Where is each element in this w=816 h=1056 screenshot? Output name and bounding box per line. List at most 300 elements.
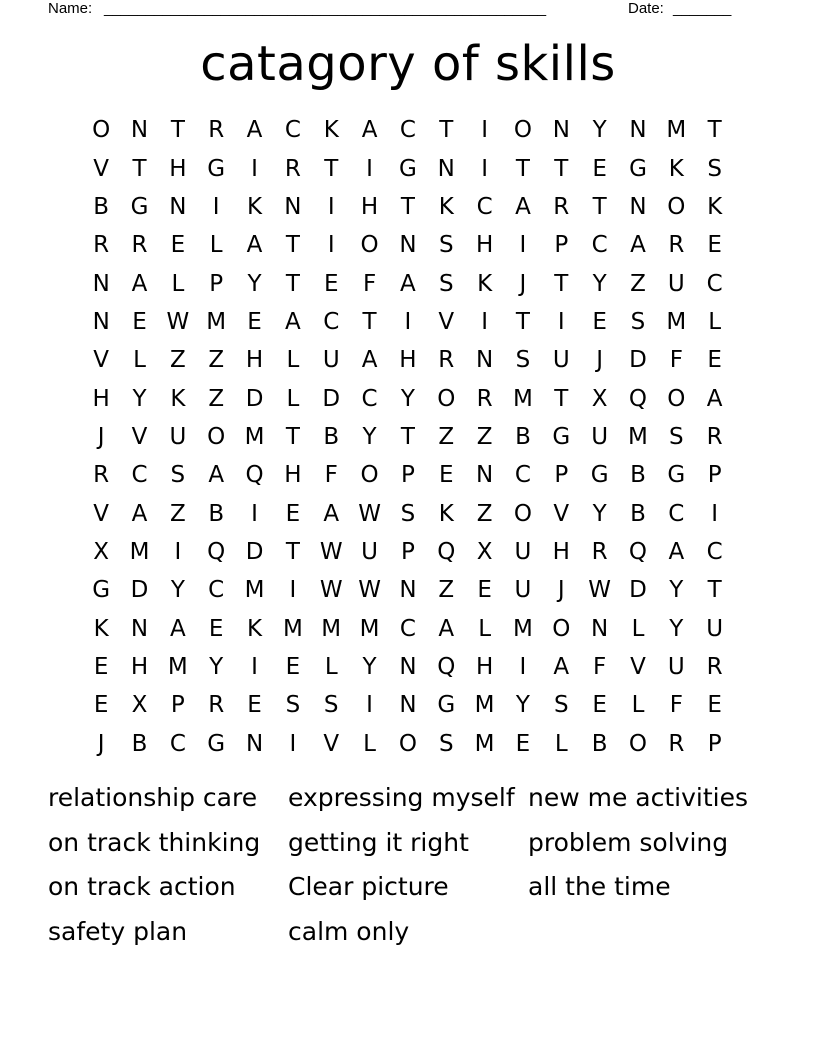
grid-letter: E <box>515 730 531 757</box>
grid-letter: J <box>97 423 105 450</box>
grid-letter: N <box>476 462 494 489</box>
grid-letter: K <box>170 385 186 412</box>
grid-letter: A <box>438 615 455 642</box>
page-title: catagory of skills <box>200 36 616 92</box>
grid-letter: M <box>167 653 188 680</box>
grid-letter: A <box>706 385 723 412</box>
name-field-line: _____________________________________________________ <box>104 0 547 17</box>
grid-letter: C <box>514 462 531 489</box>
grid-letter: I <box>289 730 297 757</box>
grid-letter: C <box>169 730 186 757</box>
grid-letter: Q <box>628 538 648 565</box>
grid-letter: S <box>707 155 722 182</box>
grid-letter: C <box>706 538 723 565</box>
grid-letter: C <box>323 308 340 335</box>
grid-letter: L <box>286 347 300 374</box>
grid-letter: B <box>515 423 531 450</box>
grid-letter: M <box>282 615 303 642</box>
grid-letter: Q <box>437 538 456 565</box>
grid-letter: N <box>399 232 417 259</box>
grid-letter: T <box>554 155 569 182</box>
grid-letter: M <box>321 615 342 642</box>
grid-letter: E <box>93 653 109 680</box>
grid-letter: G <box>552 423 571 450</box>
grid-letter: T <box>707 117 722 144</box>
name-label: Name: <box>48 0 93 17</box>
grid-letter: G <box>130 193 149 220</box>
grid-letter: N <box>629 117 647 144</box>
grid-letter: O <box>360 232 379 259</box>
grid-letter: W <box>358 577 381 604</box>
grid-letter: S <box>170 462 186 489</box>
grid-letter: Z <box>208 347 225 374</box>
grid-letter: O <box>398 730 417 757</box>
grid-letter: M <box>244 423 265 450</box>
grid-letter: R <box>668 730 685 757</box>
grid-letter: I <box>327 232 335 259</box>
grid-letter: Y <box>669 577 684 604</box>
grid-letter: J <box>519 270 527 297</box>
grid-letter: R <box>553 193 570 220</box>
grid-letter: W <box>358 500 381 527</box>
grid-letter: R <box>706 653 723 680</box>
grid-letter: O <box>207 423 226 450</box>
grid-letter: K <box>668 155 684 182</box>
grid-letter: G <box>92 577 111 604</box>
grid-letter: N <box>92 270 110 297</box>
grid-letter: M <box>244 577 265 604</box>
grid-letter: T <box>515 155 530 182</box>
grid-letter: S <box>669 423 684 450</box>
grid-letter: E <box>208 615 224 642</box>
grid-letter: G <box>629 155 647 182</box>
word-item: safety plan <box>48 916 188 946</box>
grid-letter: E <box>592 155 607 182</box>
grid-letter: E <box>707 692 722 719</box>
grid-letter: I <box>366 692 373 719</box>
grid-letter: G <box>207 155 226 182</box>
grid-letter: M <box>513 615 533 642</box>
grid-letter: K <box>477 270 493 297</box>
grid-letter: K <box>438 500 454 527</box>
grid-letter: T <box>285 538 300 565</box>
grid-letter: S <box>438 730 454 757</box>
grid-letter: E <box>477 577 492 604</box>
grid-letter: E <box>592 308 607 335</box>
grid-letter: I <box>481 308 488 335</box>
grid-letter: O <box>628 730 648 757</box>
grid-letter: J <box>596 347 604 374</box>
grid-letter: M <box>474 692 495 719</box>
word-item: all the time <box>528 872 671 901</box>
grid-letter: O <box>360 462 379 489</box>
grid-letter: U <box>667 270 685 297</box>
grid-letter: R <box>284 155 301 182</box>
grid-letter: S <box>553 692 569 719</box>
word-column <box>48 778 288 956</box>
grid-letter: A <box>246 232 263 259</box>
grid-letter: F <box>669 692 683 719</box>
grid-letter: Y <box>132 385 147 412</box>
grid-letter: M <box>628 423 648 450</box>
grid-letter: E <box>285 500 301 527</box>
grid-letter: U <box>667 653 685 680</box>
grid-letter: E <box>707 232 722 259</box>
grid-letter: X <box>131 692 148 719</box>
grid-letter: N <box>399 692 417 719</box>
grid-letter: E <box>438 462 454 489</box>
grid-letter: K <box>93 615 109 642</box>
grid-letter: R <box>93 462 110 489</box>
grid-letter: T <box>285 232 300 259</box>
grid-letter: Y <box>515 692 530 719</box>
grid-letter: I <box>289 577 297 604</box>
grid-letter: C <box>476 193 493 220</box>
grid-letter: L <box>171 270 185 297</box>
letter-grid <box>82 111 734 763</box>
grid-letter: E <box>93 692 109 719</box>
grid-letter: B <box>630 500 646 527</box>
grid-letter: N <box>629 193 647 220</box>
grid-letter: T <box>400 193 415 220</box>
grid-letter: Y <box>400 385 415 412</box>
grid-letter: Z <box>438 423 455 450</box>
grid-letter: N <box>284 193 302 220</box>
grid-letter: T <box>362 308 377 335</box>
word-item: relationship care <box>48 783 258 812</box>
grid-letter: I <box>519 232 527 259</box>
grid-letter: F <box>669 347 683 374</box>
grid-letter: H <box>399 347 417 374</box>
grid-letter: U <box>169 423 187 450</box>
grid-letter: M <box>666 308 687 335</box>
grid-letter: I <box>251 500 258 527</box>
grid-letter: A <box>361 117 378 144</box>
grid-letter: A <box>668 538 685 565</box>
grid-letter: E <box>170 232 186 259</box>
grid-letter: H <box>92 385 110 412</box>
grid-letter: F <box>324 462 338 489</box>
grid-letter: M <box>666 117 687 144</box>
grid-letter: Q <box>245 462 264 489</box>
grid-letter: V <box>93 155 110 182</box>
grid-letter: X <box>476 538 493 565</box>
grid-letter: N <box>130 615 149 642</box>
grid-letter: N <box>591 615 609 642</box>
grid-letter: P <box>707 730 722 757</box>
grid-letter: Y <box>247 270 262 297</box>
grid-letter: Z <box>476 423 493 450</box>
grid-letter: A <box>630 232 646 259</box>
grid-letter: R <box>591 538 608 565</box>
grid-letter: H <box>169 155 187 182</box>
grid-letter: Z <box>169 347 186 374</box>
grid-letter: B <box>591 730 608 757</box>
grid-letter: A <box>553 653 570 680</box>
grid-letter: N <box>399 577 417 604</box>
grid-letter: D <box>629 347 647 374</box>
grid-letter: C <box>399 615 416 642</box>
grid-letter: Y <box>592 117 607 144</box>
grid-letter: D <box>245 538 264 565</box>
grid-letter: T <box>554 385 569 412</box>
grid-letter: W <box>588 577 612 604</box>
grid-letter: B <box>208 500 225 527</box>
grid-letter: L <box>209 232 223 259</box>
word-column <box>288 778 528 956</box>
grid-letter: L <box>708 308 722 335</box>
grid-letter: Q <box>207 538 226 565</box>
grid-letter: R <box>208 117 225 144</box>
word-item: expressing myself <box>288 783 515 812</box>
grid-letter: P <box>400 538 415 565</box>
grid-letter: I <box>557 308 565 335</box>
grid-letter: W <box>166 308 190 335</box>
word-item: new me activities <box>528 783 749 812</box>
grid-letter: H <box>245 347 264 374</box>
grid-letter: Y <box>362 423 377 450</box>
grid-letter: D <box>629 577 647 604</box>
grid-letter: R <box>668 232 685 259</box>
grid-letter: O <box>513 117 532 144</box>
grid-letter: A <box>208 462 225 489</box>
grid-letter: H <box>475 653 494 680</box>
grid-letter: B <box>630 462 646 489</box>
grid-letter: E <box>247 692 262 719</box>
grid-letter: E <box>247 308 262 335</box>
grid-letter: A <box>323 500 340 527</box>
grid-letter: J <box>97 730 105 757</box>
grid-letter: I <box>251 653 258 680</box>
grid-letter: Y <box>170 577 185 604</box>
grid-letter: B <box>323 423 340 450</box>
grid-letter: S <box>630 308 646 335</box>
grid-letter: N <box>92 308 110 335</box>
grid-letter: U <box>552 347 570 374</box>
grid-letter: Q <box>628 385 648 412</box>
grid-letter: L <box>286 385 300 412</box>
word-item: getting it right <box>288 827 469 857</box>
grid-letter: Y <box>669 615 684 642</box>
grid-letter: T <box>707 577 722 604</box>
grid-letter: H <box>130 653 149 680</box>
grid-letter: V <box>630 653 646 680</box>
grid-letter: O <box>552 615 571 642</box>
grid-letter: C <box>208 577 225 604</box>
grid-letter: U <box>361 538 378 565</box>
word-item: on track action <box>48 872 236 901</box>
word-item: Clear picture <box>288 872 449 901</box>
grid-letter: M <box>206 308 227 335</box>
grid-letter: U <box>514 577 532 604</box>
grid-letter: P <box>170 692 185 719</box>
grid-letter: R <box>131 232 148 259</box>
grid-letter: L <box>554 730 568 757</box>
grid-letter: O <box>513 500 532 527</box>
grid-letter: M <box>129 538 150 565</box>
grid-letter: X <box>93 538 110 565</box>
grid-letter: N <box>130 117 149 144</box>
grid-letter: R <box>438 347 455 374</box>
grid-letter: I <box>519 653 527 680</box>
grid-letter: E <box>592 692 607 719</box>
grid-letter: O <box>437 385 456 412</box>
grid-letter: C <box>284 117 301 144</box>
grid-letter: U <box>514 538 532 565</box>
grid-letter: K <box>323 117 339 144</box>
grid-letter: H <box>552 538 570 565</box>
grid-letter: N <box>552 117 570 144</box>
grid-letter: T <box>592 193 607 220</box>
grid-letter: V <box>93 347 110 374</box>
grid-letter: B <box>131 730 148 757</box>
grid-letter: Y <box>209 653 224 680</box>
grid-letter: V <box>553 500 570 527</box>
grid-letter: S <box>515 347 531 374</box>
grid-letter: R <box>706 423 723 450</box>
grid-letter: T <box>285 423 300 450</box>
grid-letter: O <box>667 193 686 220</box>
grid-letter: A <box>169 615 186 642</box>
grid-letter: I <box>404 308 412 335</box>
grid-letter: S <box>438 270 454 297</box>
grid-letter: S <box>400 500 416 527</box>
date-label: Date: <box>628 0 664 17</box>
grid-letter: N <box>245 730 264 757</box>
grid-letter: O <box>92 117 111 144</box>
grid-letter: T <box>170 117 185 144</box>
grid-letter: X <box>591 385 608 412</box>
grid-letter: F <box>362 270 377 297</box>
grid-letter: L <box>631 692 645 719</box>
grid-letter: B <box>93 193 110 220</box>
grid-letter: A <box>285 308 301 335</box>
grid-letter: L <box>363 730 376 757</box>
grid-letter: O <box>667 385 686 412</box>
grid-letter: L <box>631 615 645 642</box>
grid-letter: L <box>133 347 146 374</box>
grid-letter: D <box>245 385 264 412</box>
grid-letter: L <box>324 653 338 680</box>
grid-letter: A <box>515 193 531 220</box>
grid-letter: L <box>478 615 492 642</box>
grid-letter: V <box>93 500 110 527</box>
grid-letter: P <box>554 232 569 259</box>
grid-letter: V <box>438 308 455 335</box>
grid-letter: G <box>590 462 609 489</box>
grid-letter: E <box>285 653 301 680</box>
grid-letter: N <box>476 347 494 374</box>
grid-letter: E <box>132 308 147 335</box>
grid-letter: T <box>439 117 454 144</box>
grid-letter: P <box>707 462 722 489</box>
grid-letter: Z <box>630 270 646 297</box>
grid-letter: W <box>319 577 343 604</box>
word-item: problem solving <box>528 827 729 857</box>
grid-letter: M <box>513 385 533 412</box>
grid-letter: M <box>474 730 495 757</box>
grid-letter: W <box>319 538 343 565</box>
grid-letter: T <box>285 270 300 297</box>
grid-letter: I <box>251 155 258 182</box>
word-item: calm only <box>288 916 410 946</box>
word-column <box>528 778 768 912</box>
grid-letter: U <box>591 423 609 450</box>
grid-letter: V <box>323 730 340 757</box>
grid-letter: G <box>399 155 417 182</box>
grid-letter: H <box>284 462 302 489</box>
grid-letter: C <box>706 270 723 297</box>
grid-letter: Y <box>362 653 377 680</box>
grid-letter: K <box>438 193 454 220</box>
grid-letter: A <box>246 117 263 144</box>
grid-letter: Q <box>437 653 456 680</box>
header <box>48 0 748 20</box>
grid-letter: G <box>207 730 226 757</box>
grid-letter: K <box>247 193 263 220</box>
grid-letter: T <box>400 423 415 450</box>
date-field-line: _______ <box>673 0 732 17</box>
grid-letter: I <box>174 538 182 565</box>
grid-letter: U <box>322 347 340 374</box>
grid-letter: F <box>593 653 607 680</box>
grid-letter: D <box>130 577 149 604</box>
grid-letter: T <box>554 270 569 297</box>
grid-letter: I <box>366 155 373 182</box>
grid-letter: P <box>209 270 224 297</box>
grid-letter: A <box>400 270 416 297</box>
grid-letter: S <box>323 692 339 719</box>
grid-letter: C <box>361 385 378 412</box>
grid-letter: J <box>557 577 565 604</box>
grid-letter: Y <box>592 500 607 527</box>
grid-letter: Y <box>592 270 607 297</box>
grid-letter: K <box>707 193 723 220</box>
grid-letter: I <box>711 500 719 527</box>
grid-letter: N <box>399 653 417 680</box>
grid-letter: Z <box>169 500 186 527</box>
grid-letter: R <box>93 232 110 259</box>
grid-letter: U <box>706 615 724 642</box>
grid-letter: P <box>400 462 415 489</box>
grid-letter: T <box>515 308 530 335</box>
grid-letter: R <box>476 385 493 412</box>
grid-letter: G <box>437 692 456 719</box>
grid-letter: G <box>667 462 686 489</box>
grid-letter: H <box>475 232 494 259</box>
word-item: on track thinking <box>48 827 261 857</box>
grid-letter: E <box>707 347 722 374</box>
grid-letter: C <box>668 500 685 527</box>
grid-letter: Z <box>476 500 493 527</box>
grid-letter: V <box>131 423 148 450</box>
grid-letter: E <box>323 270 339 297</box>
grid-letter: C <box>131 462 148 489</box>
grid-letter: A <box>131 500 148 527</box>
grid-letter: Z <box>208 385 225 412</box>
grid-letter: N <box>169 193 187 220</box>
grid-letter: C <box>591 232 608 259</box>
grid-letter: C <box>399 117 416 144</box>
grid-letter: M <box>359 615 380 642</box>
grid-letter: S <box>285 692 301 719</box>
grid-letter: H <box>360 193 379 220</box>
grid-letter: I <box>212 193 220 220</box>
grid-letter: I <box>481 155 488 182</box>
grid-letter: K <box>247 615 263 642</box>
grid-letter: T <box>324 155 339 182</box>
grid-letter: A <box>361 347 378 374</box>
